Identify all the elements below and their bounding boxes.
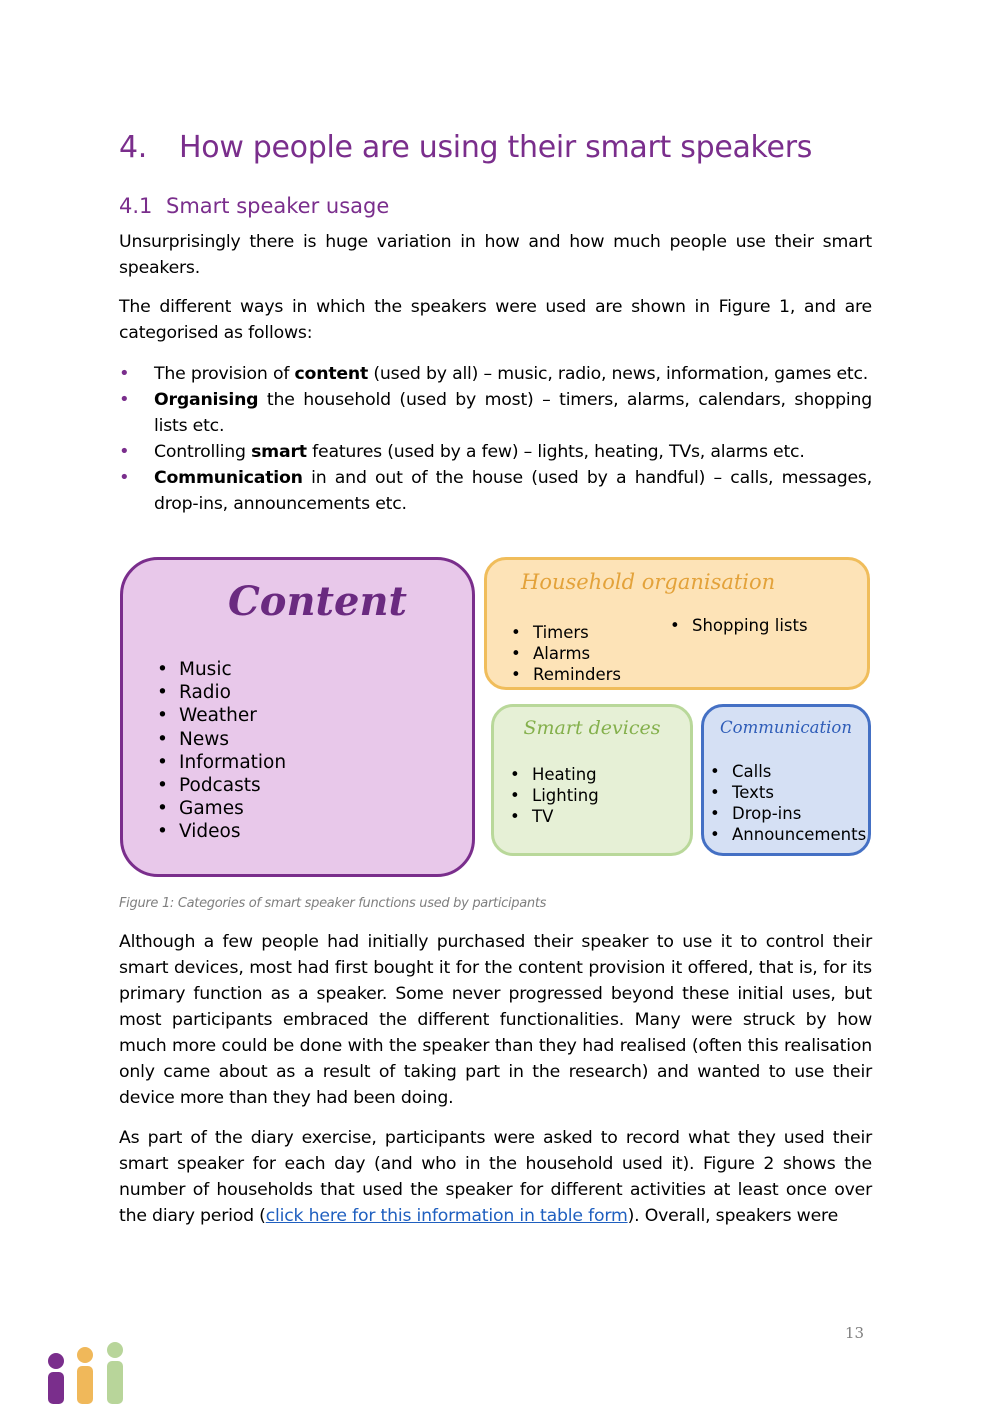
table-form-link[interactable]: click here for this information in table form <box>265 1206 628 1226</box>
list-item: • News <box>157 728 286 751</box>
list-item: • Heating <box>510 764 599 785</box>
section-heading <box>119 130 812 165</box>
smart-devices-title: Smart devices <box>523 717 661 739</box>
communication-list <box>710 761 866 845</box>
smart-devices-box <box>491 704 693 856</box>
household-list <box>511 622 621 685</box>
content-list <box>157 658 286 844</box>
list-item: • Communication in and out of the house (used by a handful) – calls, messages, drop-ins, announcements etc. <box>119 465 872 517</box>
communication-title: Communication <box>720 718 852 737</box>
list-item: • Weather <box>157 704 286 727</box>
category-list <box>119 361 872 517</box>
page-number: 13 <box>845 1324 865 1342</box>
content-box <box>120 557 475 877</box>
list-item: • Timers <box>511 622 621 643</box>
household-title: Household organisation <box>521 570 776 594</box>
list-item: • Controlling smart features (used by a few) – lights, heating, TVs, alarms etc. <box>119 439 872 465</box>
section-number: 4. <box>119 130 148 165</box>
logo-icon <box>45 1342 129 1404</box>
list-item: • Texts <box>710 782 866 803</box>
section-title: How people are using their smart speakers <box>179 130 813 165</box>
list-item: • The provision of content (used by all) – music, radio, news, information, games etc. <box>119 361 872 387</box>
list-item: • Reminders <box>511 664 621 685</box>
list-item: • Radio <box>157 681 286 704</box>
paragraph-categories: The different ways in which the speakers were used are shown in Figure 1, and are categorised as follows: <box>119 297 872 343</box>
list-item: • Games <box>157 797 286 820</box>
household-list-secondary <box>670 615 808 636</box>
paragraph-intro: Unsurprisingly there is huge variation in how and how much people use their smart speakers. <box>119 232 872 278</box>
list-item: • Information <box>157 751 286 774</box>
list-item: • TV <box>510 806 599 827</box>
figure-categories <box>119 556 872 881</box>
list-item: • Shopping lists <box>670 615 808 636</box>
list-item: • Podcasts <box>157 774 286 797</box>
list-item: • Organising the household (used by most) – timers, alarms, calendars, shopping lists etc. <box>119 387 872 439</box>
communication-box <box>701 704 871 856</box>
content-title: Content <box>227 578 408 625</box>
subsection-number: 4.1 <box>119 194 153 218</box>
list-item: • Calls <box>710 761 866 782</box>
subsection-title: Smart speaker usage <box>166 194 390 218</box>
paragraph-diary: As part of the diary exercise, participants were asked to record what they used their smart speaker for each day (and who in the household used it). Figure 2 shows the number of households that used the speaker for different activities at least once over the diary period (click here for this information in table form). Overall, speakers were <box>119 1128 872 1226</box>
list-item: • Announcements <box>710 824 866 845</box>
list-item: • Drop-ins <box>710 803 866 824</box>
list-item: • Lighting <box>510 785 599 806</box>
list-item: • Music <box>157 658 286 681</box>
paragraph-adoption: Although a few people had initially purchased their speaker to use it to control their smart devices, most had first bought it for the content provision it offered, that is, for its primary function as a speaker. Some never progressed beyond these initial uses, but most participants embraced the different functionalities. Many were struck by how much more could be done with the speaker than they had realised (often this realisation only came about as a result of taking part in the research) and wanted to use their device more than they had been doing. <box>119 932 872 1108</box>
list-item: • Videos <box>157 820 286 843</box>
smart-devices-list <box>510 764 599 827</box>
list-item: • Alarms <box>511 643 621 664</box>
household-box <box>484 557 870 690</box>
figure-caption: Figure 1: Categories of smart speaker functions used by participants <box>119 896 547 911</box>
subsection-heading <box>119 194 389 218</box>
